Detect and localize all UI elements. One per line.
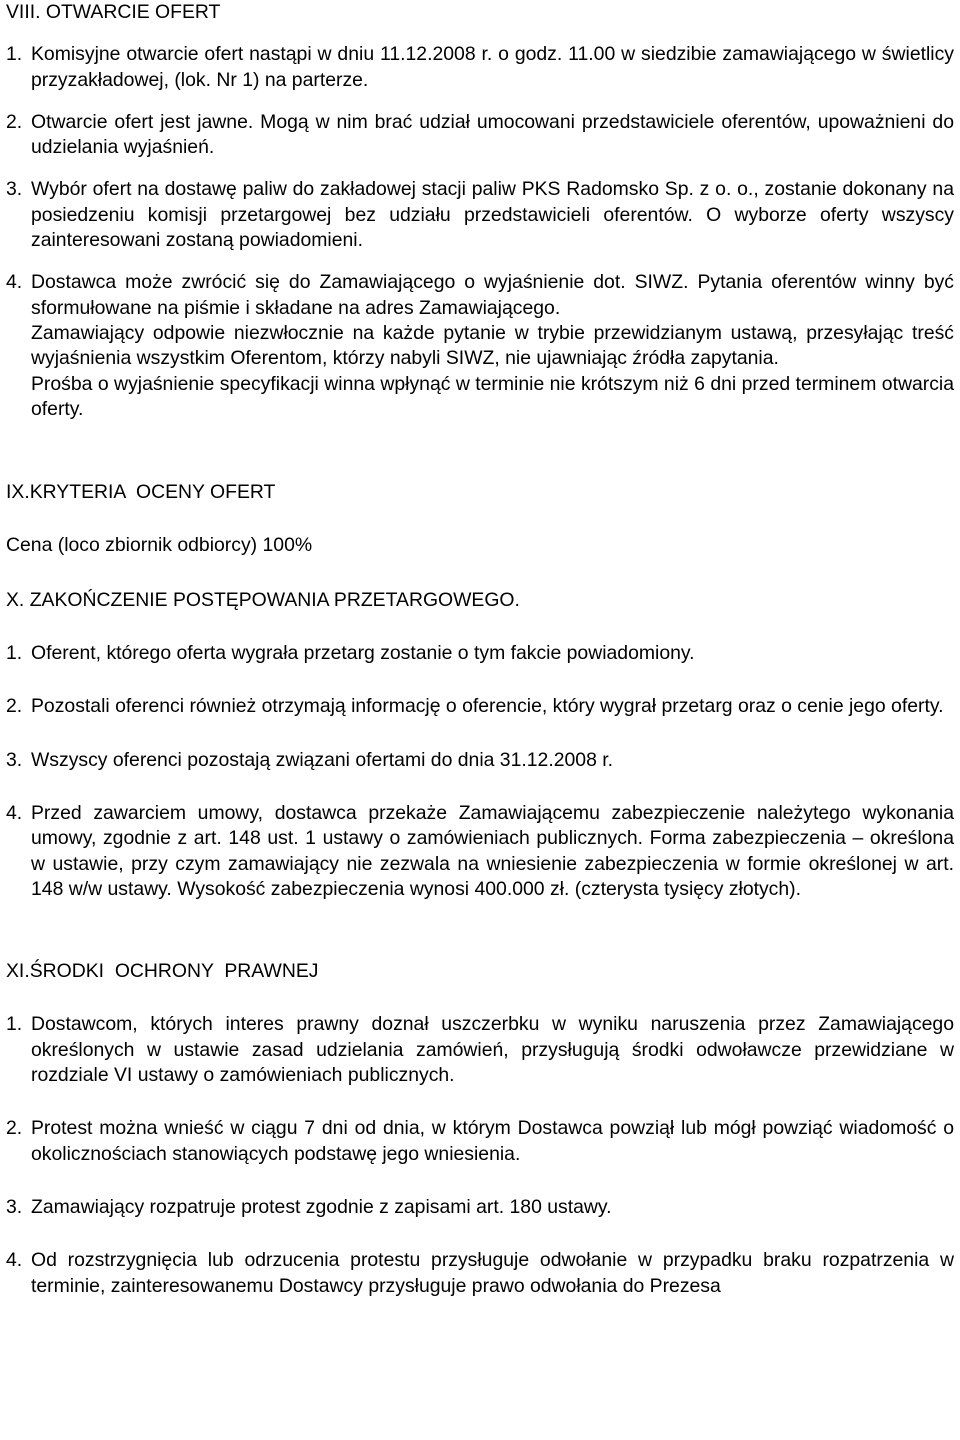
list-item-number: 3. xyxy=(6,1195,23,1218)
list-item xyxy=(6,1012,954,1088)
list-item-number: 4. xyxy=(6,801,23,824)
list-item-number: 4. xyxy=(6,271,23,294)
list-item-text: Komisyjne otwarcie ofert nastąpi w dniu 11.12.2008 r. o godz. 11.00 w siedzibie zamawiającego w świetlicy przyzakładowej, (lok. Nr 1) na parterze. xyxy=(31,43,954,91)
section-heading-srodki-ochrony: XI.ŚRODKI OCHRONY PRAWNEJ xyxy=(6,960,319,983)
list-item-text: Oferent, którego oferta wygrała przetarg zostanie o tym fakcie powiadomiony. xyxy=(31,642,695,665)
section-heading-otwarcie-ofert: VIII. OTWARCIE OFERT xyxy=(6,1,221,23)
list-item xyxy=(6,1248,954,1299)
list-item-number: 1. xyxy=(6,642,23,665)
list-item xyxy=(6,42,954,93)
list-item-text: Przed zawarciem umowy, dostawca przekaże Zamawiającemu zabezpieczenie należytego wykonania umowy, zgodnie z art. 148 ust. 1 ustawy o zamówieniach publicznych. Forma zabezpieczenia – określona w ustawie, przy czym zamawiający nie zezwala na wniesienie zabezpieczenia w formie określonej w art. 148 w/w ustawy. Wysokość zabezpieczenia wynosi 400.000 zł. (czterysta tysięcy złotych). xyxy=(31,801,954,900)
list-item-number: 1. xyxy=(6,43,23,66)
list-item-number: 2. xyxy=(6,1117,23,1140)
list-item-text: Otwarcie ofert jest jawne. Mogą w nim brać udział umocowani przedstawiciele oferentów, upoważnieni do udzielania wyjaśnień. xyxy=(31,110,954,159)
list-item xyxy=(6,1195,954,1220)
criteria-text: Cena (loco zbiornik odbiorcy) 100% xyxy=(6,534,313,557)
list-item-number: 2. xyxy=(6,695,23,718)
list-item xyxy=(6,694,954,719)
list-item-number: 3. xyxy=(6,178,23,201)
list-item xyxy=(6,270,954,321)
paragraph: Prośba o wyjaśnienie specyfikacji winna wpłynąć w terminie nie krótszym niż 6 dni przed terminem otwarcia oferty. xyxy=(31,372,954,420)
list-item-text: Dostawca może zwrócić się do Zamawiającego o wyjaśnienie dot. SIWZ. Pytania oferentów winny być sformułowane na piśmie i składane na adres Zamawiającego. xyxy=(31,271,954,319)
list-item-text: Wybór ofert na dostawę paliw do zakładowej stacji paliw PKS Radomsko Sp. z o. o., zostanie dokonany na posiedzeniu komisji przetargowej bez udziału przedstawicieli oferentów. O wyborze oferty wszyscy zainteresowani zostaną powiadomieni. xyxy=(31,178,954,252)
list-item xyxy=(6,801,954,902)
list-item xyxy=(6,177,954,253)
list-item-text: Wszyscy oferenci pozostają związani ofertami do dnia 31.12.2008 r. xyxy=(31,748,614,771)
list-item xyxy=(6,110,954,161)
section-heading-kryteria-oceny: IX.KRYTERIA OCENY OFERT xyxy=(6,481,276,504)
list-item-text: Protest można wnieść w ciągu 7 dni od dnia, w którym Dostawca powziął lub mógł powziąć wiadomość o okolicznościach stanowiących podstawę jego wniesienia. xyxy=(31,1117,954,1165)
list-item-text: Od rozstrzygnięcia lub odrzucenia protestu przysługuje odwołanie w przypadku braku rozpatrzenia w terminie, zainteresowanemu Dostawcy przysługuje prawo odwołania do Prezesa xyxy=(31,1249,954,1297)
section-heading-zakonczenie: X. ZAKOŃCZENIE POSTĘPOWANIA PRZETARGOWEGO. xyxy=(6,588,520,611)
list-item-text: Dostawcom, których interes prawny doznał uszczerbku w wyniku naruszenia przez Zamawiającego określonych w ustawie zasad udzielania zamówień, przysługują środki odwoławcze przewidziane w rozdziale VI ustawy o zamówieniach publicznych. xyxy=(31,1013,954,1087)
list-item-number: 2. xyxy=(6,110,23,133)
list-item xyxy=(6,748,954,773)
list-item-number: 3. xyxy=(6,748,23,771)
list-item xyxy=(6,1116,954,1167)
list-item-number: 1. xyxy=(6,1013,23,1036)
list-item-text: Pozostali oferenci również otrzymają informację o oferencie, który wygrał przetarg oraz o cenie jego oferty. xyxy=(31,695,944,718)
paragraph: Zamawiający odpowie niezwłocznie na każde pytanie w trybie przewidzianym ustawą, przesyłając treść wyjaśnienia wszystkim Oferentom, którzy nabyli SIWZ, nie ujawniając źródła zapytania. xyxy=(31,321,954,370)
list-item xyxy=(6,641,954,666)
list-item-number: 4. xyxy=(6,1249,23,1272)
list-item-text: Zamawiający rozpatruje protest zgodnie z zapisami art. 180 ustawy. xyxy=(31,1195,612,1218)
